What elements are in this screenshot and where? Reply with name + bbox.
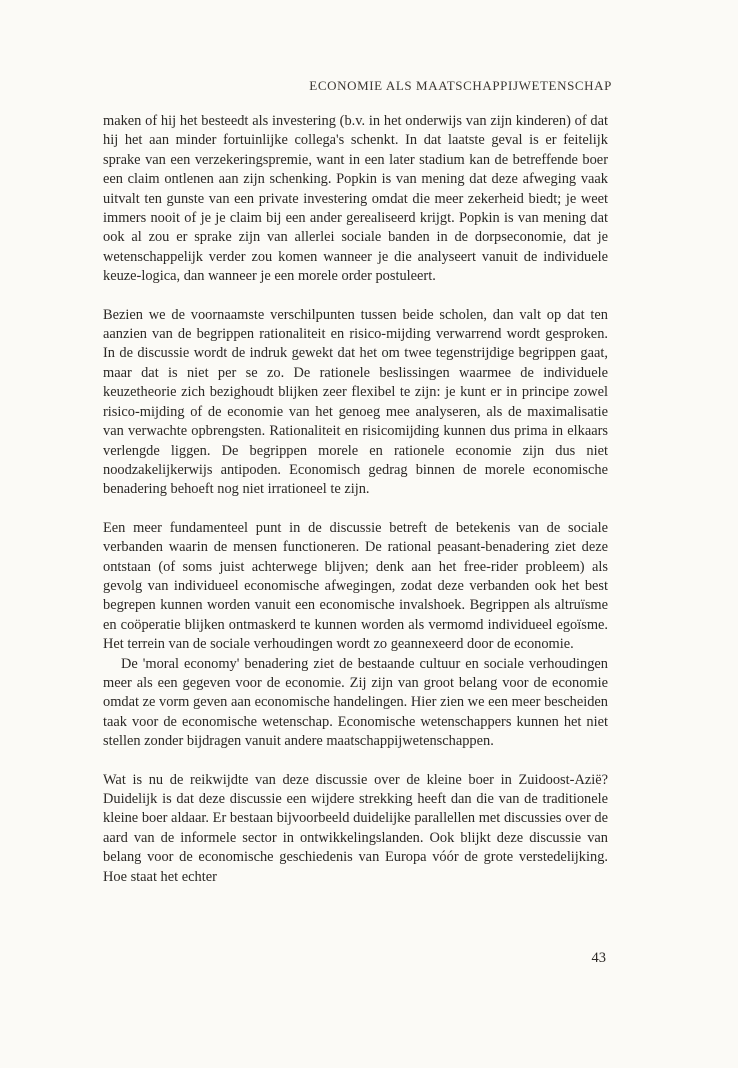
paragraph: maken of hij het besteedt als investering (b.v. in het onderwijs van zijn kinderen) of dat hij het aan minder fortuinlijke collega's schenkt. In dat laatste geval is er feitelijk sprake van een verzekeringspremie, want in een later stadium kan de betreffende boer een claim ontlenen aan zijn schenking. Popkin is van mening dat deze afweging vaak uitvalt ten gunste van een private investering omdat die meer zekerheid biedt; je weet immers nooit of je je claim bij een ander gerealiseerd krijgt. Popkin is van mening dat ook al zou er sprake zijn van allerlei sociale banden in de dorpseconomie, dat je wetenschappelijk verder zou komen wanneer je die analyseert vanuit de individuele keuze-logica, dan wanneer je een morele order postuleert. — [103, 113, 608, 285]
paragraph: Bezien we de voornaamste verschilpunten tussen beide scholen, dan valt op dat ten aanzien van de begrippen rationaliteit en risico-mijding verwarrend wordt gesproken. In de discussie wordt de indruk gewekt dat het om twee tegenstrijdige begrippen gaat, maar dat is niet per se zo. De rationele beslissingen waarmee de individuele keuzetheorie zich bezighoudt blijken zeer flexibel te zijn: je kunt er in principe zowel risico-mijding of de economie van het genoeg mee analyseren, als de maximalisatie van verwachte opbrengsten. Rationaliteit en risicomijding kunnen dus prima in elkaars verlengde liggen. De begrippen morele en rationele economie zijn dus niet noodzakelijkerwijs antipoden. Economisch gedrag binnen de morele economische benadering behoeft nog niet irrationeel te zijn. — [103, 306, 608, 498]
paragraph: Wat is nu de reikwijdte van deze discussie over de kleine boer in Zuidoost-Azië? Duidelijk is dat deze discussie een wijdere strekking heeft dan die van de traditionele kleine boer aldaar. Er bestaan bijvoorbeeld duidelijke parallellen met discussies over de aard van de informele sector in ontwikkelingslanden. Ook blijkt deze discussie van belang voor de economische geschiedenis van Europa vóór de grote verstedelijking. Hoe staat het echter — [103, 771, 608, 885]
paragraph: De 'moral economy' benadering ziet de bestaande cultuur en sociale verhoudingen meer als een gegeven voor de economie. Zij zijn van groot belang voor de economie omdat ze vorm geven aan economische handelingen. Hier zien we een meer bescheiden taak voor de economische wetenschap. Economische wetenschappers kunnen het niet stellen zonder bijdragen vanuit andere maatschappijwetenschappen. — [103, 655, 608, 750]
running-header: ECONOMIE ALS MAATSCHAPPIJWETENSCHAP — [309, 78, 612, 93]
body-text — [103, 112, 608, 887]
page-number: 43 — [591, 950, 606, 966]
paragraph: Een meer fundamenteel punt in de discussie betreft de betekenis van de sociale verbanden waarin de mensen functioneren. De rational peasant-benadering ziet deze ontstaan (of soms juist achterwege blijven; denk aan het free-rider probleem) als gevolg van individueel economische afwegingen, zodat deze verbanden ook het best begrepen kunnen worden vanuit een economische invalshoek. Begrippen als altruïsme en coöperatie blijken ontmaskerd te kunnen worden als vermomd individueel egoïsme. Het terrein van de sociale verhoudingen wordt zo geannexeerd door de economie. — [103, 519, 608, 653]
